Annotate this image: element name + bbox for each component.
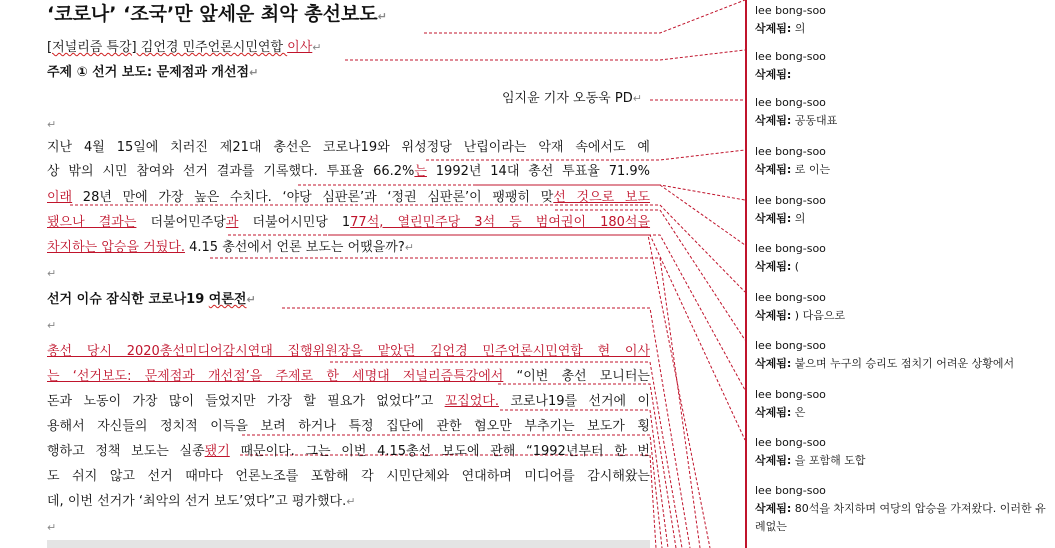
paragraph-line: 지난 4월 15일에 치러진 제21대 총선은 코로나19와 위성정당 난립이라는 악재 속에서도 예 xyxy=(47,140,650,155)
revision-text: 붙으며 누구의 승리도 점치기 어려운 상황에서 xyxy=(794,357,1015,370)
empty-paragraph: ↵ xyxy=(47,267,57,280)
revision-label: 삭제됨: xyxy=(755,406,792,419)
empty-paragraph: ↵ xyxy=(47,521,57,534)
revision-balloon[interactable] xyxy=(755,143,1055,179)
paragraph-line: 용해서 자신들의 정치적 이득을 보려 하거나 특정 집단에 관한 혐오만 부추기는 보도가 횡 xyxy=(47,419,650,434)
revision-author: lee bong-soo xyxy=(755,388,826,401)
revision-author: lee bong-soo xyxy=(755,96,826,109)
revision-label: 삭제됨: xyxy=(755,68,792,81)
revision-label: 삭제됨: xyxy=(755,260,792,273)
article-title: ‘코로나’ ‘조국’만 앞세운 최악 총선보도↵ xyxy=(47,3,387,25)
revision-author: lee bong-soo xyxy=(755,484,826,497)
revision-balloon[interactable] xyxy=(755,192,1055,228)
empty-paragraph: ↵ xyxy=(47,118,57,131)
revision-balloon[interactable] xyxy=(755,48,1055,84)
revision-text: 로 이는 xyxy=(794,163,831,176)
paragraph-line: 도 쉬지 않고 선거 때마다 언론노조를 포함해 각 시민단체와 연대하며 미디어를 감시해왔는 xyxy=(47,469,650,484)
revision-text: 을 포함해 도합 xyxy=(794,454,866,467)
revision-label: 삭제됨: xyxy=(755,22,792,35)
revision-author: lee bong-soo xyxy=(755,242,826,255)
revision-balloon[interactable] xyxy=(755,482,1055,536)
paragraph-line: 이래 28년 만에 가장 높은 수치다. ‘야당 심판론’과 ‘정권 심판론’이 팽팽히 맞선 것으로 보도 xyxy=(47,190,650,205)
revision-balloon[interactable] xyxy=(755,386,1055,422)
comment-pane[interactable] xyxy=(745,0,1055,548)
comment-pane-border xyxy=(745,0,747,548)
revision-balloon[interactable] xyxy=(755,434,1055,470)
paragraph-line: 상 밖의 시민 참여와 선거 결과를 기록했다. 투표율 66.2%는 1992년 14대 총선 투표율 71.9% xyxy=(47,164,650,179)
revision-author: lee bong-soo xyxy=(755,436,826,449)
paragraph-line: 총선 당시 2020총선미디어감시연대 집행위원장을 맡았던 김언경 민주언론시민연합 현 이사 xyxy=(47,344,650,359)
revision-balloon[interactable] xyxy=(755,94,1055,130)
revision-author: lee bong-soo xyxy=(755,145,826,158)
article-topic: 주제 ① 선거 보도: 문제점과 개선점↵ xyxy=(47,65,259,80)
section-heading: 선거 이슈 잠식한 코로나19 여론전↵ xyxy=(47,292,256,307)
article-subtitle: [저널리즘 특강] 김언경 민주언론시민연합 이사↵ xyxy=(47,40,322,55)
revision-text: 의 xyxy=(794,212,806,225)
paragraph-line: 됐으나 결과는 더불어민주당과 더불어시민당 177석, 열린민주당 3석 등 범여권이 180석을 xyxy=(47,215,651,230)
revision-balloon[interactable] xyxy=(755,240,1055,276)
revision-text: 공동대표 xyxy=(794,114,838,127)
revision-author: lee bong-soo xyxy=(755,50,826,63)
paragraph-line: 데, 이번 선거가 ‘최악의 선거 보도’였다”고 평가했다.↵ xyxy=(47,494,356,509)
revision-label: 삭제됨: xyxy=(755,502,792,515)
revision-text: 80석을 차지하며 여당의 압승을 가져왔다. 이러한 유례없는 xyxy=(755,502,1046,533)
revision-text: 의 xyxy=(794,22,806,35)
paragraph-line: 는 ‘선거보도: 문제점과 개선점’을 주제로 한 세명대 저널리즘특강에서 “이번 총선 모니터는 xyxy=(47,369,650,384)
revision-label: 삭제됨: xyxy=(755,114,792,127)
revision-label: 삭제됨: xyxy=(755,454,792,467)
revision-author: lee bong-soo xyxy=(755,291,826,304)
revision-label: 삭제됨: xyxy=(755,163,792,176)
revision-author: lee bong-soo xyxy=(755,4,826,17)
paragraph-line: 행하고 정책 보도는 실종됐기 때문이다. 그는 이번 4.15총선 보도에 관해 “1992년부터 한 번 xyxy=(47,444,650,459)
revision-balloon[interactable] xyxy=(755,337,1055,373)
empty-paragraph: ↵ xyxy=(47,319,57,332)
revision-author: lee bong-soo xyxy=(755,194,826,207)
revision-text: 은 xyxy=(794,406,806,419)
revision-label: 삭제됨: xyxy=(755,309,792,322)
leader-line xyxy=(345,50,745,60)
revision-text: ) 다음으로 xyxy=(794,309,846,322)
revision-label: 삭제됨: xyxy=(755,357,792,370)
revision-balloon[interactable] xyxy=(755,2,1055,38)
revision-author: lee bong-soo xyxy=(755,339,826,352)
leader-line xyxy=(424,0,745,33)
page-boundary xyxy=(47,540,650,548)
byline: 임지윤 기자 오동욱 PD↵ xyxy=(502,91,642,106)
paragraph-line: 돈과 노동이 가장 많이 들었지만 가장 할 필요가 없었다”고 꼬집었다. 코로나19를 선거에 이 xyxy=(47,394,651,409)
revision-label: 삭제됨: xyxy=(755,212,792,225)
paragraph-line: 차지하는 압승을 거뒀다. 4.15 총선에서 언론 보도는 어땠을까?↵ xyxy=(47,240,414,255)
revision-balloon[interactable] xyxy=(755,289,1055,325)
revision-text: ( xyxy=(794,260,800,273)
